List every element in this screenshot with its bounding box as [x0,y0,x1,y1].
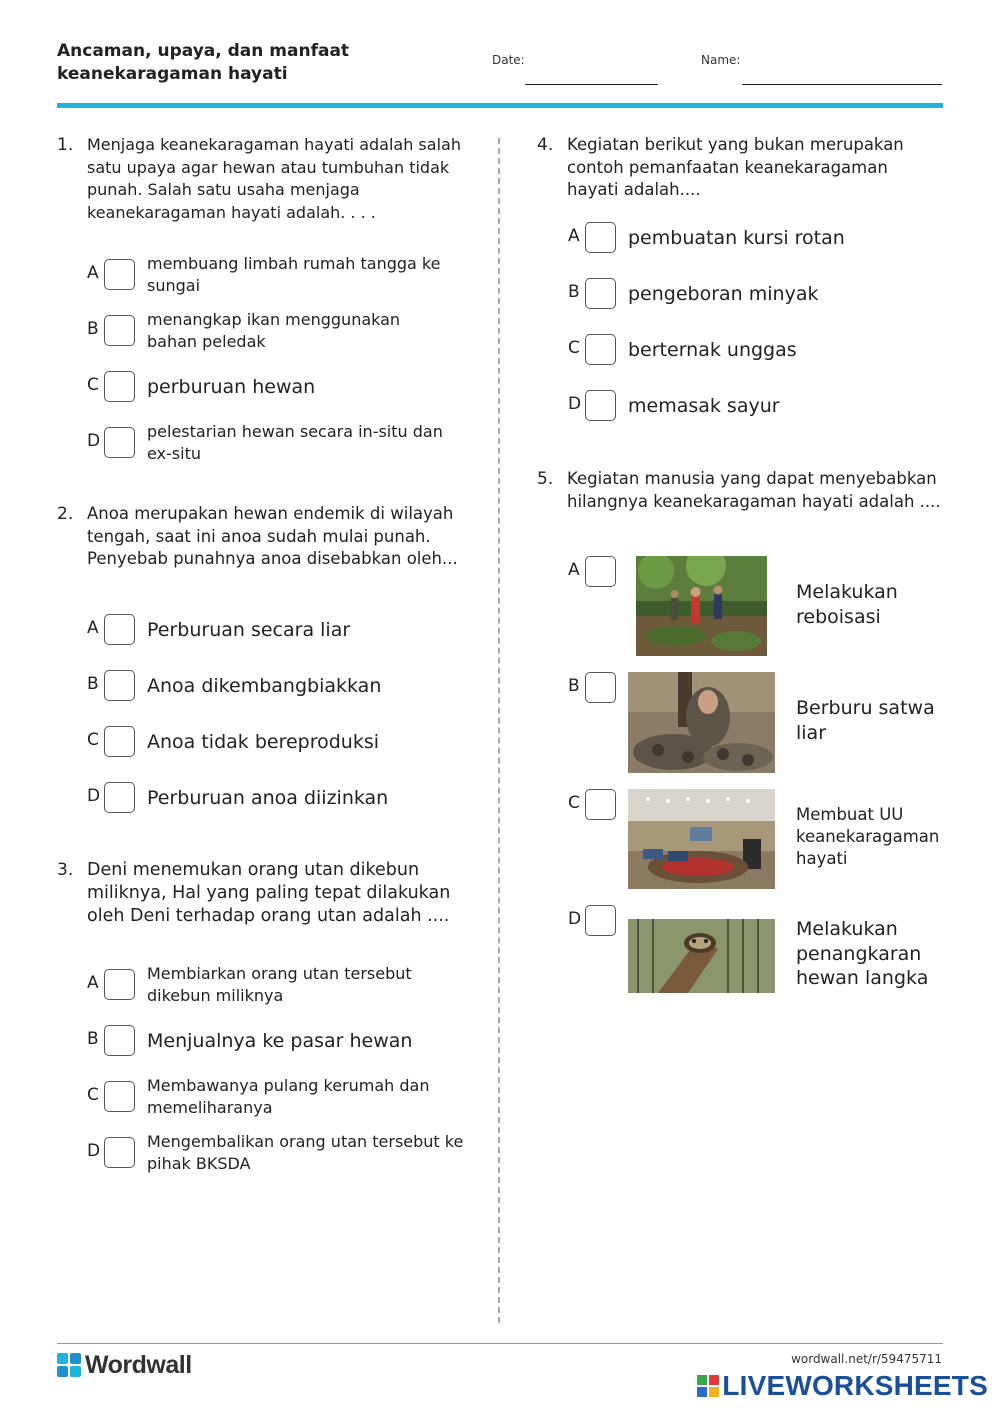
option-text: memasak sayur [628,395,780,417]
option-letter: A [87,263,99,283]
answer-checkbox[interactable] [104,1025,135,1056]
wordwall-logo [57,1352,192,1378]
option-letter: A [568,560,580,580]
option-letter: B [87,674,99,694]
option-letter: A [87,973,99,993]
liveworksheets-watermark [697,1370,988,1402]
answer-checkbox[interactable] [104,969,135,1000]
question-text: Kegiatan manusia yang dapat menyebabkan hilangnya keanekaragaman hayati adalah .... [567,469,941,511]
answer-checkbox[interactable] [104,259,135,290]
option-text: pembuatan kursi rotan [628,227,845,249]
option-text: Membawanya pulang kerumah dan memeliharanya [147,1076,430,1117]
option-letter: C [568,338,580,358]
answer-checkbox[interactable] [104,315,135,346]
name-field-line[interactable] [742,84,942,85]
option-letter: B [568,676,580,696]
wildlife-hunting-photo [628,672,775,773]
option-text: Menjualnya ke pasar hewan [147,1030,413,1052]
column-divider [498,138,500,1323]
footer-divider [57,1343,943,1344]
option-text: Anoa dikembangbiakkan [147,675,382,697]
question-text: Anoa merupakan hewan endemik di wilayah tengah, saat ini anoa sudah mulai punah. Penyebab punahnya anoa disebabkan oleh... [87,504,458,568]
answer-checkbox[interactable] [585,222,616,253]
question-number: 5. [537,469,554,489]
option-text: perburuan hewan [147,376,316,398]
question-number: 1. [57,135,74,155]
question-number: 4. [537,135,554,155]
option-letter: A [87,618,99,638]
answer-checkbox[interactable] [585,278,616,309]
option-letter: B [87,1029,99,1049]
answer-checkbox[interactable] [104,1137,135,1168]
option-text: Membiarkan orang utan tersebut dikebun miliknya [147,964,412,1005]
title-line-2: keanekaragaman hayati [57,64,288,84]
answer-checkbox[interactable] [585,672,616,703]
answer-checkbox[interactable] [104,670,135,701]
option-letter: D [87,431,101,451]
option-letter: D [87,1141,101,1161]
date-field-line[interactable] [525,84,658,85]
date-label: Date: [492,53,525,67]
wordwall-tiles-icon [57,1353,81,1377]
name-label: Name: [701,53,741,67]
option-text: pengeboran minyak [628,283,819,305]
option-text: Anoa tidak bereproduksi [147,731,380,753]
option-text: Berburu satwa liar [796,697,935,744]
meeting-room-photo [628,789,775,889]
liveworksheets-blocks-icon [697,1375,719,1397]
answer-checkbox[interactable] [585,905,616,936]
option-letter: C [87,730,99,750]
option-letter: C [568,793,580,813]
liveworksheets-text: LIVEWORKSHEETS [722,1370,988,1401]
question-text: Menjaga keanekaragaman hayati adalah salah satu upaya agar hewan atau tumbuhan tidak punah. Salah satu usaha menjaga keanekaragaman hayati adalah. . . . [87,135,461,222]
option-text: membuang limbah rumah tangga ke sungai [147,254,441,295]
option-text: Melakukan penangkaran hewan langka [796,918,929,989]
answer-checkbox[interactable] [104,371,135,402]
option-text: berternak unggas [628,339,797,361]
answer-checkbox[interactable] [104,427,135,458]
option-text: Perburuan secara liar [147,619,351,641]
answer-checkbox[interactable] [585,556,616,587]
option-letter: A [568,226,580,246]
captive-animal-photo [628,919,775,993]
wordwall-brand: Wordwall [85,1350,192,1379]
option-letter: B [87,319,99,339]
title-line-1: Ancaman, upaya, dan manfaat [57,41,350,61]
option-letter: B [568,282,580,302]
option-letter: D [87,786,101,806]
question-number: 2. [57,504,74,524]
answer-checkbox[interactable] [104,1081,135,1112]
question-text: Deni menemukan orang utan dikebun miliknya, Hal yang paling tepat dilakukan oleh Deni terhadap orang utan adalah .... [87,860,451,926]
option-letter: D [568,909,582,929]
worksheet-title [57,40,437,86]
option-text: Mengembalikan orang utan tersebut ke pihak BKSDA [147,1132,464,1173]
option-text: Perburuan anoa diizinkan [147,787,389,809]
option-text: menangkap ikan menggunakan bahan peledak [147,310,401,351]
option-letter: C [87,375,99,395]
option-letter: C [87,1085,99,1105]
tree-planting-photo [636,556,767,656]
question-number: 3. [57,860,74,880]
answer-checkbox[interactable] [104,614,135,645]
worksheet-url[interactable]: wordwall.net/r/59475711 [791,1352,942,1366]
answer-checkbox[interactable] [585,334,616,365]
option-text: Melakukan reboisasi [796,581,898,628]
option-letter: D [568,394,582,414]
answer-checkbox[interactable] [585,390,616,421]
option-text: Membuat UU keanekaragaman hayati [796,805,940,868]
option-text: pelestarian hewan secara in-situ dan ex-situ [147,422,443,463]
answer-checkbox[interactable] [585,789,616,820]
answer-checkbox[interactable] [104,726,135,757]
question-text: Kegiatan berikut yang bukan merupakan contoh pemanfaatan keanekaragaman hayati adalah.... [567,135,904,199]
header-accent-bar [57,103,943,108]
answer-checkbox[interactable] [104,782,135,813]
